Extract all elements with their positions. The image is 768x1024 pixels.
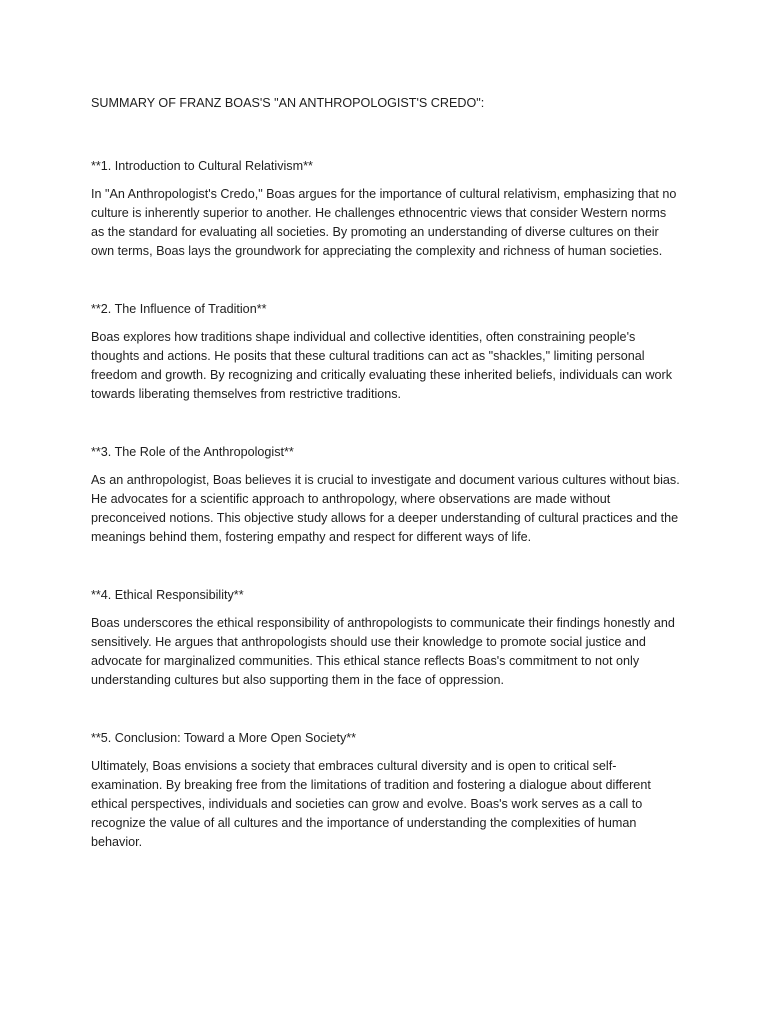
section-paragraph: Boas underscores the ethical responsibility of anthropologists to communicate their findings honestly and sensitively. He argues that anthropologists should use their knowledge to promote social justice and advocate for marginalized communities. This ethical stance reflects Boas's commitment to not only understanding cultures but also supporting them in the face of oppression. — [91, 616, 675, 687]
section-anthropologist-role — [91, 443, 681, 547]
section-heading: **1. Introduction to Cultural Relativism** — [91, 159, 313, 173]
section-ethical-responsibility — [91, 586, 681, 690]
section-paragraph: As an anthropologist, Boas believes it is crucial to investigate and document various cultures without bias. He advocates for a scientific approach to anthropology, where observations are made without preconceived notions. This objective study allows for a deeper understanding of cultural practices and the meanings behind them, fostering empathy and respect for different ways of life. — [91, 473, 680, 544]
section-paragraph: In "An Anthropologist's Credo," Boas argues for the importance of cultural relativism, emphasizing that no culture is inherently superior to another. He challenges ethnocentric views that consider Western norms as the standard for evaluating all societies. By promoting an understanding of diverse cultures on their own terms, Boas lays the groundwork for appreciating the complexity and richness of human societies. — [91, 187, 677, 258]
section-paragraph: Ultimately, Boas envisions a society that embraces cultural diversity and is open to critical self-examination. By breaking free from the limitations of tradition and fostering a dialogue about different ethical perspectives, individuals and societies can grow and evolve. Boas's work serves as a call to recognize the value of all cultures and the importance of understanding the complexities of human behavior. — [91, 759, 651, 849]
section-conclusion — [91, 729, 681, 852]
section-heading: **3. The Role of the Anthropologist** — [91, 445, 294, 459]
section-introduction — [91, 157, 681, 261]
section-heading: **2. The Influence of Tradition** — [91, 302, 267, 316]
document-page — [91, 94, 681, 891]
section-paragraph: Boas explores how traditions shape individual and collective identities, often constraining people's thoughts and actions. He posits that these cultural traditions can act as "shackles," limiting personal freedom and growth. By recognizing and critically evaluating these inherited beliefs, individuals can work towards liberating themselves from restrictive traditions. — [91, 330, 673, 401]
section-tradition — [91, 300, 681, 404]
section-heading: **5. Conclusion: Toward a More Open Society** — [91, 731, 357, 745]
section-heading: **4. Ethical Responsibility** — [91, 588, 244, 602]
document-title: SUMMARY OF FRANZ BOAS'S "AN ANTHROPOLOGIST'S CREDO": — [91, 96, 485, 110]
